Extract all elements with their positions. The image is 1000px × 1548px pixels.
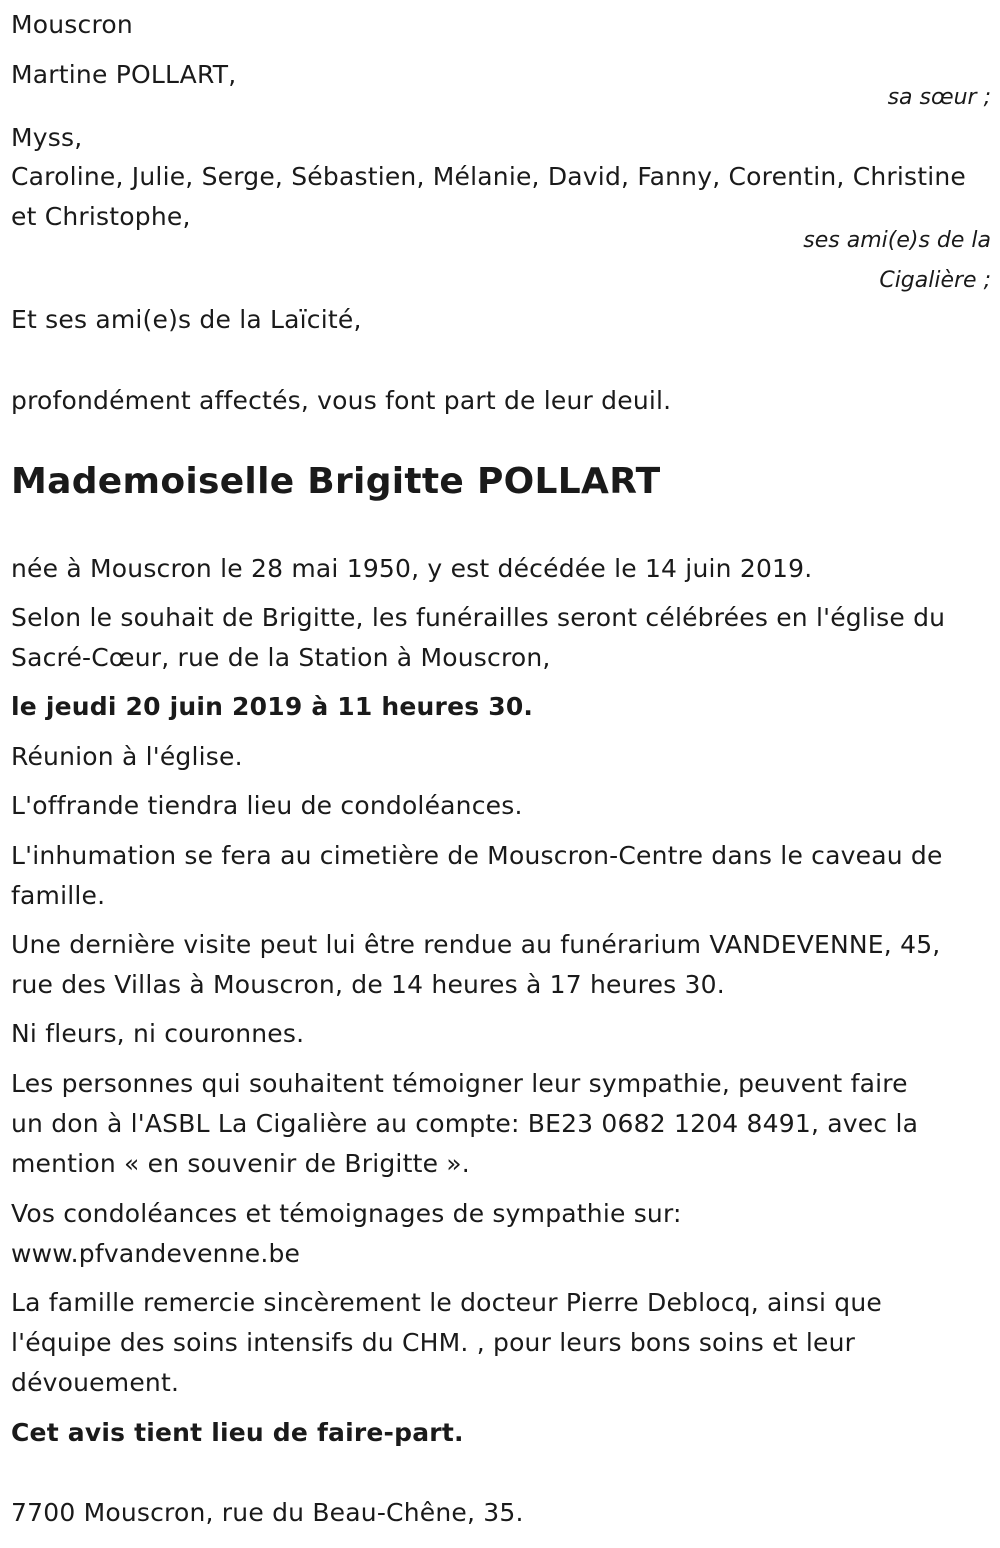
reunion-info: Réunion à l'église. — [11, 742, 243, 771]
announcement: profondément affectés, vous font part de leur deuil. — [11, 386, 672, 415]
condolences-website: www.pfvandevenne.be — [11, 1239, 301, 1268]
announcement-notice: Cet avis tient lieu de faire-part. — [11, 1418, 464, 1447]
donation-info-line2: un don à l'ASBL La Cigalière au compte: BE23 0682 1204 8491, avec la — [11, 1109, 919, 1138]
friend-name: Myss, — [11, 123, 83, 152]
thanks-line3: dévouement. — [11, 1368, 180, 1397]
funeral-date: le jeudi 20 juin 2019 à 11 heures 30. — [11, 692, 534, 721]
birth-death-info: née à Mouscron le 28 mai 1950, y est décédée le 14 juin 2019. — [11, 554, 813, 583]
flowers-info: Ni fleurs, ni couronnes. — [11, 1019, 305, 1048]
donation-info-line3: mention « en souvenir de Brigitte ». — [11, 1149, 470, 1178]
visit-info-line2: rue des Villas à Mouscron, de 14 heures à 17 heures 30. — [11, 970, 725, 999]
friends-list-line1: Caroline, Julie, Serge, Sébastien, Mélanie, David, Fanny, Corentin, Christine — [11, 162, 967, 191]
funeral-info-line2: Sacré-Cœur, rue de la Station à Mouscron, — [11, 643, 551, 672]
deceased-name: Mademoiselle Brigitte POLLART — [11, 461, 661, 502]
donation-info-line1: Les personnes qui souhaitent témoigner leur sympathie, peuvent faire — [11, 1069, 908, 1098]
burial-info-line1: L'inhumation se fera au cimetière de Mouscron-Centre dans le caveau de — [11, 841, 943, 870]
offering-info: L'offrande tiendra lieu de condoléances. — [11, 791, 523, 820]
funeral-info-line1: Selon le souhait de Brigitte, les funérailles seront célébrées en l'église du — [11, 603, 946, 632]
friends-role-line1: ses ami(e)s de la — [803, 228, 991, 253]
visit-info-line1: Une dernière visite peut lui être rendue au funérarium VANDEVENNE, 45, — [11, 930, 941, 959]
sister-role: sa sœur ; — [887, 85, 991, 110]
burial-info-line2: famille. — [11, 881, 106, 910]
city-heading: Mouscron — [11, 10, 133, 39]
sister-name: Martine POLLART, — [11, 60, 237, 89]
friends-role-line2: Cigalière ; — [879, 268, 991, 293]
thanks-line1: La famille remercie sincèrement le docteur Pierre Deblocq, ainsi que — [11, 1288, 882, 1317]
friends-list-line2: et Christophe, — [11, 202, 191, 231]
family-address: 7700 Mouscron, rue du Beau-Chêne, 35. — [11, 1498, 524, 1527]
condolences-info-line1: Vos condoléances et témoignages de sympathie sur: — [11, 1199, 682, 1228]
laicite-friends: Et ses ami(e)s de la Laïcité, — [11, 305, 362, 334]
thanks-line2: l'équipe des soins intensifs du CHM. , pour leurs bons soins et leur — [11, 1328, 856, 1357]
